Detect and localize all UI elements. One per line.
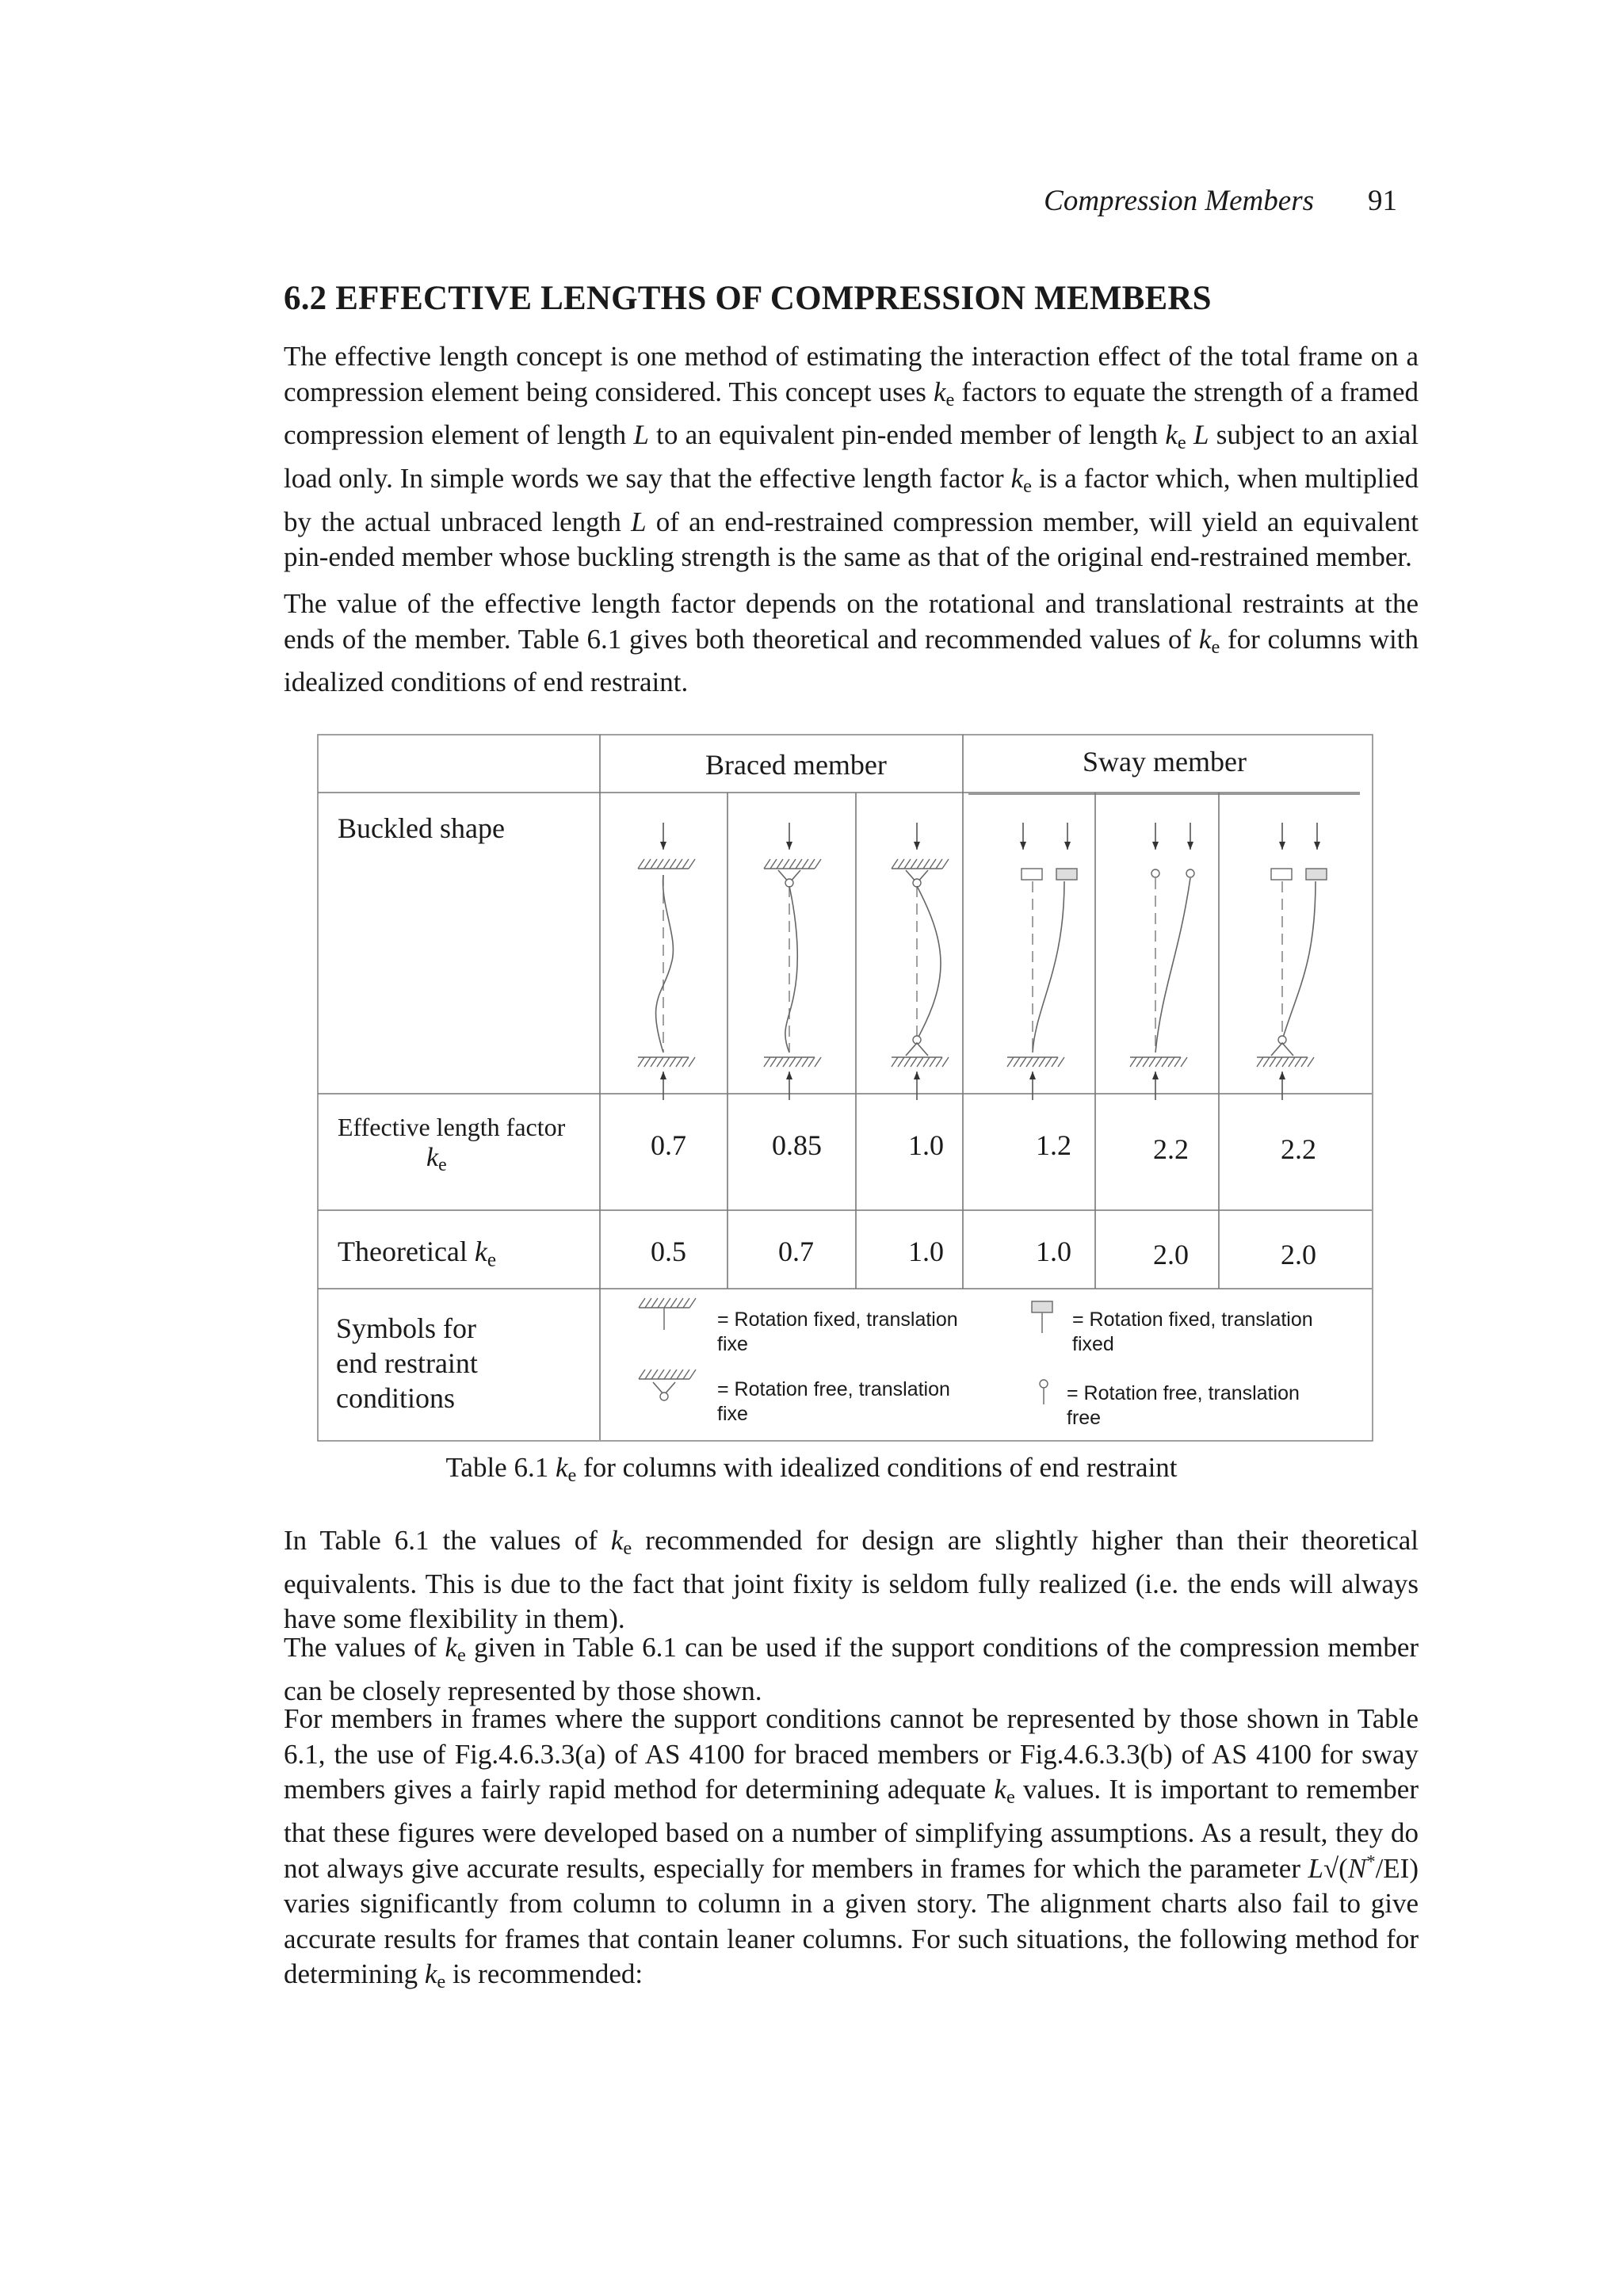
fixed-support-bottom-2 (764, 1057, 821, 1067)
free-end-5a (1151, 869, 1159, 877)
fixed-support-top-2 (764, 859, 821, 869)
guided-support-4a (1022, 869, 1042, 880)
recommended-ke-3: 1.0 (908, 1129, 944, 1161)
load-arrow-bottom-1 (660, 1072, 666, 1100)
pin-node-top-3 (913, 879, 921, 887)
buckled-shape-3 (917, 886, 941, 1040)
paragraph-support-conditions: The values of $k_e$ given in Table 6.1 can be used if the support conditions of the compression member can be closely represented by those shown. (284, 1632, 1419, 1706)
free-end-5b (1186, 869, 1194, 877)
fixed-support-top-1 (638, 859, 695, 869)
theoretical-ke-4: 1.0 (1036, 1236, 1071, 1267)
paragraph-effective-length-factor: The value of the effective length factor depends on the rotational and translational restraints at the ends of the member. Table 6.1 gives both theoretical and recommended values of $k_e$ for columns with idealized conditions of end restraint. (284, 588, 1419, 698)
pin-node-top-2 (785, 879, 793, 887)
legend-free-text: = Rotation free, translation free (1067, 1382, 1300, 1429)
theoretical-ke-3: 1.0 (908, 1236, 944, 1267)
recommended-ke-2: 0.85 (772, 1129, 822, 1161)
load-arrow-top-6b (1314, 823, 1320, 850)
load-arrow-top-5b (1187, 823, 1193, 850)
free-end-icon (1040, 1380, 1048, 1388)
pinned-support-icon-node (660, 1392, 668, 1400)
recommended-ke-6: 2.2 (1281, 1133, 1316, 1165)
recommended-ke-4: 1.2 (1036, 1129, 1071, 1161)
effective-length-factor-label: Effective length factor (338, 1113, 566, 1141)
buckled-shape-4 (1033, 881, 1064, 1052)
symbols-label: Symbols for end restraint conditions (336, 1312, 478, 1414)
load-arrow-bottom-5 (1152, 1072, 1159, 1100)
guided-support-icon (1032, 1301, 1052, 1312)
legend-guided-text: = Rotation fixed, translation fixed (1072, 1308, 1313, 1355)
load-arrow-top-6a (1279, 823, 1285, 850)
legend-fixed-fixed-text: = Rotation fixed, translation fixe (717, 1308, 958, 1355)
fixed-support-bottom-5 (1130, 1057, 1187, 1067)
fixed-support-bottom-1 (638, 1057, 695, 1067)
pin-support-bottom-3 (906, 1043, 928, 1056)
load-arrow-top-5a (1152, 823, 1159, 850)
theoretical-ke-2: 0.7 (778, 1236, 814, 1267)
running-title: Compression Members (1044, 185, 1314, 217)
theoretical-ke-6: 2.0 (1281, 1239, 1316, 1270)
buckled-shape-5 (1155, 878, 1190, 1052)
load-arrow-top-4a (1020, 823, 1026, 850)
buckled-shape-6 (1282, 881, 1316, 1040)
load-arrow-bottom-4 (1029, 1072, 1036, 1100)
buckled-shape-label: Buckled shape (338, 812, 505, 844)
load-arrow-top-4b (1064, 823, 1071, 850)
theoretical-ke-1: 0.5 (651, 1236, 686, 1267)
fixed-support-bottom-3 (892, 1057, 949, 1067)
table-6-1 (317, 734, 1373, 1442)
buckled-shape-1 (656, 875, 674, 1052)
guided-support-6a (1271, 869, 1292, 880)
page-number: 91 (1368, 185, 1397, 217)
load-arrow-bottom-3 (914, 1072, 920, 1100)
load-arrow-top-2 (786, 823, 792, 850)
fixed-support-bottom-4 (1007, 1057, 1064, 1067)
section-heading: 6.2 EFFECTIVE LENGTHS OF COMPRESSION MEMBERS (284, 280, 1212, 317)
theoretical-ke-label: Theoretical $k_e$ (338, 1236, 497, 1271)
fixed-support-top-3 (892, 859, 949, 869)
load-arrow-bottom-6 (1279, 1072, 1285, 1100)
pinned-support-icon (639, 1370, 696, 1379)
load-arrow-bottom-2 (786, 1072, 792, 1100)
ke-symbol-label: $k_e$ (426, 1143, 447, 1175)
paragraph-design-values: In Table 6.1 the values of $k_e$ recommended for design are slightly higher than their theoretical equivalents. This is due to the fact that joint fixity is seldom fully realized (i.e. the ends will always have some flexibility in them). (284, 1525, 1419, 1635)
table-caption: Table 6.1 $k_e$ for columns with idealized conditions of end restraint (445, 1452, 1178, 1487)
paragraph-effective-length-concept: The effective length concept is one method of estimating the interaction effect of the total frame on a compression element being considered. This concept uses $k_e$ factors to equate the strength of a framed compression element of length L to an equivalent pin-ended member of length $k_e$ L subject to an axial load only. In simple words we say that the effective length factor $k_e$ is a factor which, when multiplied by the actual unbraced length L of an end-restrained compression member, will yield an equivalent pin-ended member whose buckling strength is the same as that of the original end-restrained member. (284, 341, 1419, 573)
fixed-support-icon (639, 1298, 696, 1308)
guided-support-6b (1306, 869, 1327, 880)
guided-support-4b (1056, 869, 1077, 880)
buckled-shape-2 (785, 886, 797, 1052)
theoretical-ke-5: 2.0 (1153, 1239, 1189, 1270)
recommended-ke-1: 0.7 (651, 1129, 686, 1161)
braced-member-header: Braced member (705, 749, 887, 781)
legend-pinned-text: = Rotation free, translation fixe (717, 1378, 950, 1425)
recommended-ke-5: 2.2 (1153, 1133, 1189, 1165)
pin-support-bottom-6 (1271, 1043, 1293, 1056)
load-arrow-top-1 (660, 823, 666, 850)
sway-member-header: Sway member (1083, 746, 1247, 777)
load-arrow-top-3 (914, 823, 920, 850)
paragraph-alignment-charts: For members in frames where the support conditions cannot be represented by those shown in Table 6.1, the use of Fig.4.6.3.3(a) of AS 4100 for braced members or Fig.4.6.3.3(b) of AS 4100 for sway members gives a fairly rapid method for determining adequate $k_e$ values. It is important to remember that these figures were developed based on a number of simplifying assumptions. As a result, they do not always give accurate results, especially for members in frames for which the parameter L√(N*/EI) varies significantly from column to column in a given story. The alignment charts also fail to give accurate results for frames that contain leaner columns. For such situations, the following method for determining $k_e$ is recommended: (284, 1703, 1419, 1993)
running-header (0, 184, 1623, 223)
fixed-support-bottom-6 (1257, 1057, 1314, 1067)
